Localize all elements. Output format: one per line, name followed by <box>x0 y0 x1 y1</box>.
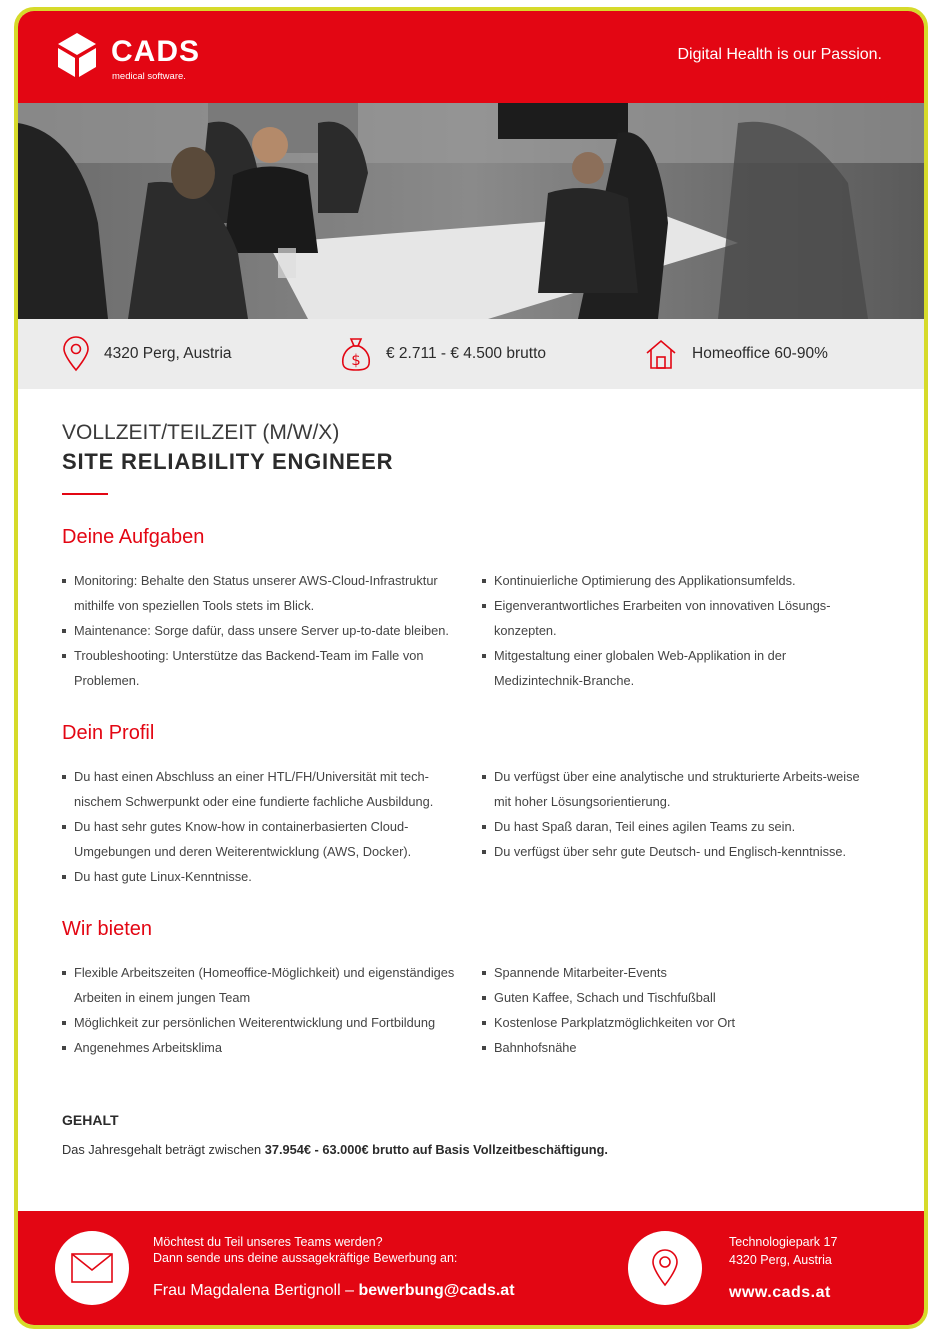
house-icon <box>644 338 678 370</box>
list-item: Angenehmes Arbeitsklima <box>62 1035 462 1060</box>
location-pin-icon <box>651 1249 679 1287</box>
list-item: Spannende Mitarbeiter-Events <box>482 960 862 985</box>
list-item: Mitgestaltung einer globalen Web-Applikation in der Medizintechnik-Branche. <box>482 643 862 693</box>
salary-range-text: € 2.711 - € 4.500 brutto <box>386 345 546 362</box>
website-link[interactable]: www.cads.at <box>729 1284 831 1301</box>
email-button[interactable] <box>55 1231 129 1305</box>
info-bar <box>18 319 924 389</box>
aufgaben-list-left <box>62 568 462 693</box>
page-frame <box>14 7 928 1329</box>
list-item: Troubleshooting: Unterstütze das Backend-Team im Falle von Problemen. <box>62 643 462 693</box>
cads-logo[interactable] <box>56 31 201 84</box>
footer-bar <box>18 1211 924 1325</box>
logo-wordmark: CADS <box>111 35 201 68</box>
location-button[interactable] <box>628 1231 702 1305</box>
money-bag-icon <box>340 336 372 372</box>
list-item: Kontinuierliche Optimierung des Applikationsumfelds. <box>482 568 862 593</box>
job-title: SITE RELIABILITY ENGINEER <box>62 449 394 474</box>
section-heading-aufgaben: Deine Aufgaben <box>62 526 205 548</box>
salary-sentence <box>62 1142 608 1157</box>
list-item: Guten Kaffee, Schach und Tischfußball <box>482 985 862 1010</box>
cube-logo-icon <box>56 31 98 79</box>
footer-question-line1: Möchtest du Teil unseres Teams werden? <box>153 1235 383 1249</box>
contact-email-link[interactable]: bewerbung@cads.at <box>358 1282 515 1299</box>
title-divider <box>62 493 108 495</box>
list-item: Eigenverantwortliches Erarbeiten von innovativen Lösungs-konzepten. <box>482 593 862 643</box>
list-item: Monitoring: Behalte den Status unserer AWS-Cloud-Infrastruktur mithilfe von speziellen Tools stets im Blick. <box>62 568 462 618</box>
logo-subtitle: medical software. <box>112 71 186 82</box>
location-pin-icon <box>62 336 90 372</box>
list-item: Kostenlose Parkplatzmöglichkeiten vor Ort <box>482 1010 862 1035</box>
envelope-icon <box>71 1253 113 1283</box>
list-item: Möglichkeit zur persönlichen Weiterentwicklung und Fortbildung <box>62 1010 462 1035</box>
list-item: Maintenance: Sorge dafür, dass unsere Server up-to-date bleiben. <box>62 618 462 643</box>
job-type: VOLLZEIT/TEILZEIT (M/W/X) <box>62 421 340 444</box>
list-item: Du hast Spaß daran, Teil eines agilen Teams zu sein. <box>482 814 862 839</box>
location-text: 4320 Perg, Austria <box>104 345 232 362</box>
list-item: Du hast einen Abschluss an einer HTL/FH/Universität mit tech-nischem Schwerpunkt oder eine fundierte fachliche Ausbildung. <box>62 764 462 814</box>
footer-address-line2: 4320 Perg, Austria <box>729 1253 832 1267</box>
section-heading-profil: Dein Profil <box>62 722 155 744</box>
list-item: Du hast sehr gutes Know-how in containerbasierten Cloud-Umgebungen und deren Weiterentwicklung (AWS, Docker). <box>62 814 462 864</box>
svg-text:$: $ <box>351 351 361 369</box>
bieten-list-right <box>482 960 862 1060</box>
profil-list-right <box>482 764 862 864</box>
section-heading-bieten: Wir bieten <box>62 918 153 940</box>
team-photo <box>18 103 924 319</box>
info-location <box>62 319 232 389</box>
bieten-list-left <box>62 960 462 1060</box>
footer-address-line1: Technologiepark 17 <box>729 1235 838 1249</box>
footer-question-line2: Dann sende uns deine aussagekräftige Bewerbung an: <box>153 1251 458 1265</box>
header-bar <box>18 11 924 103</box>
footer-contact <box>153 1282 515 1300</box>
list-item: Bahnhofsnähe <box>482 1035 862 1060</box>
list-item: Du verfügst über eine analytische und strukturierte Arbeits-weise mit hoher Lösungsorientierung. <box>482 764 862 814</box>
salary-amount: 37.954€ - 63.000€ brutto auf Basis Vollzeitbeschäftigung. <box>264 1142 608 1157</box>
contact-name: Frau Magdalena Bertignoll – <box>153 1282 359 1299</box>
list-item: Du verfügst über sehr gute Deutsch- und Englisch-kenntnisse. <box>482 839 862 864</box>
list-item: Du hast gute Linux-Kenntnisse. <box>62 864 462 889</box>
aufgaben-list-right <box>482 568 862 693</box>
info-salary <box>340 319 546 389</box>
header-tagline: Digital Health is our Passion. <box>677 46 882 63</box>
profil-list-left <box>62 764 462 889</box>
list-item: Flexible Arbeitszeiten (Homeoffice-Möglichkeit) und eigenständiges Arbeiten in einem jungen Team <box>62 960 462 1010</box>
job-title-block <box>62 421 882 495</box>
homeoffice-text: Homeoffice 60-90% <box>692 345 828 362</box>
info-homeoffice <box>644 319 828 389</box>
salary-prefix: Das Jahresgehalt beträgt zwischen <box>62 1142 265 1157</box>
salary-heading: GEHALT <box>62 1112 119 1128</box>
